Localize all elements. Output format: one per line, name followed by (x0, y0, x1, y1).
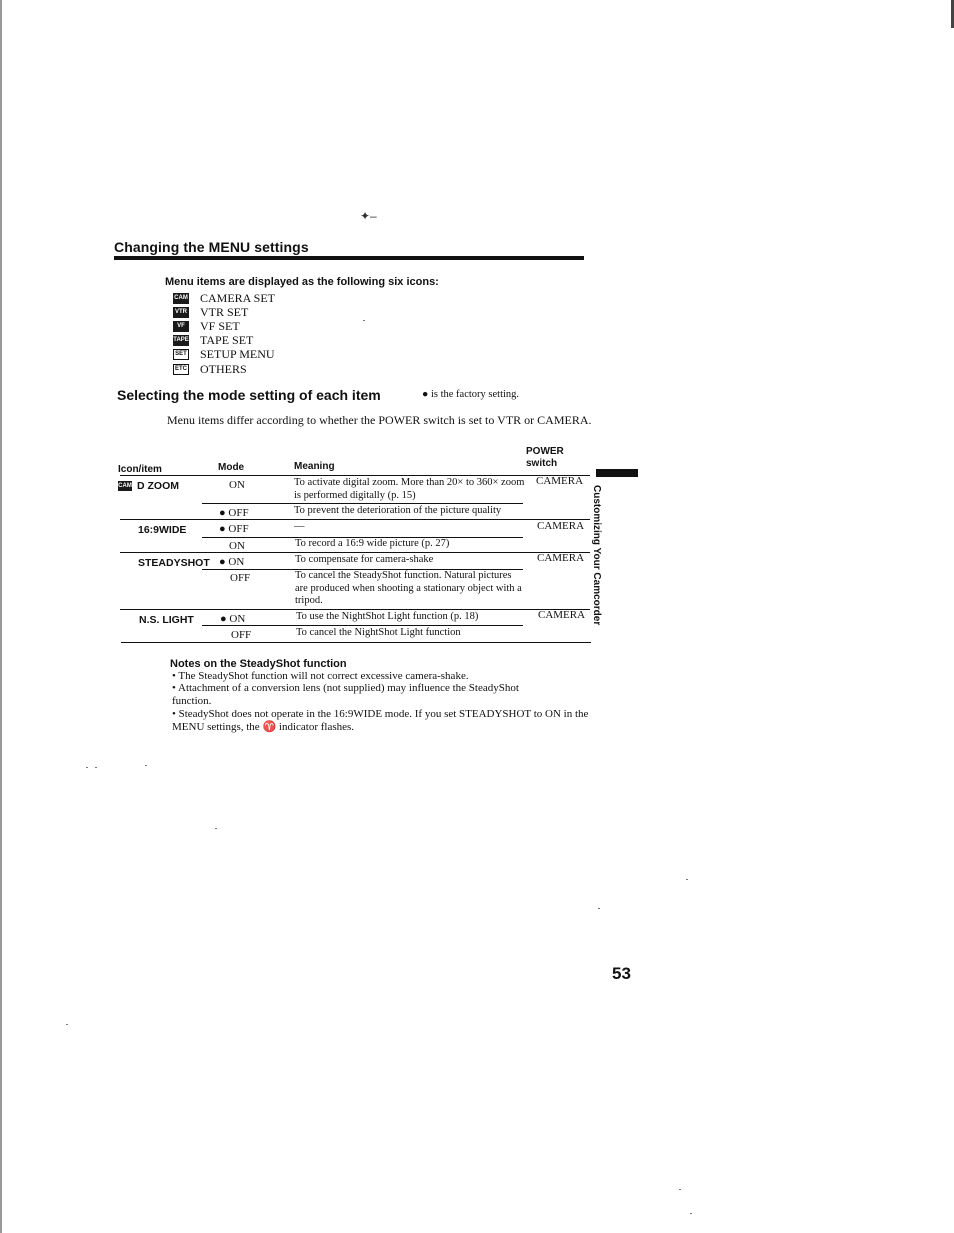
meaning-cell: To record a 16:9 wide picture (p. 27) (295, 538, 450, 549)
icon-list-item (173, 319, 240, 333)
table-bottom-rule (121, 642, 591, 643)
power-cell: CAMERA (537, 520, 585, 532)
meaning-cell: To compensate for camera-shake (295, 554, 434, 565)
note-item: • SteadyShot does not operate in the 16:9WIDE mode. If you set STEADYSHOT to ON in the MENU settings, the ♈ indicator flashes. (172, 708, 589, 733)
meaning-cell: — (294, 521, 305, 532)
meaning-cell: To use the NightShot Light function (p. 18) (296, 611, 479, 622)
others-icon: ETC (173, 364, 189, 375)
row-rule (202, 503, 523, 504)
item-d-zoom: D ZOOM (137, 480, 179, 492)
camera-set-icon: CAM (173, 293, 189, 304)
mode-cell: ● OFF (219, 523, 249, 535)
meaning-cell: To activate digital zoom. More than 20× to 360× zoom is performed digitally (p. 15) (294, 477, 525, 501)
group-rule (120, 552, 590, 553)
meaning-cell: To cancel the SteadyShot function. Natural pictures are produced when shooting a stationary object with a tripod. (295, 570, 522, 606)
icon-list-label: TAPE SET (200, 332, 254, 347)
scan-speck (95, 767, 97, 768)
header-rule (120, 475, 590, 476)
mode-cell: ● ON (220, 613, 246, 625)
scan-speck (215, 828, 217, 829)
icon-list-item (173, 291, 275, 305)
registration-mark: ✦– (360, 209, 377, 223)
subsection-title: Selecting the mode setting of each item (117, 387, 381, 403)
mode-cell: ON (229, 479, 245, 491)
scan-speck (66, 1024, 68, 1025)
scan-speck (686, 879, 688, 880)
meaning-cell: To prevent the deterioration of the picture quality (294, 505, 502, 516)
note-item: • The SteadyShot function will not correct excessive camera-shake. (172, 670, 469, 682)
icon-list-label: OTHERS (200, 361, 247, 376)
scan-speck (363, 320, 365, 321)
header-meaning: Meaning (294, 461, 335, 472)
header-switch: switch (526, 458, 558, 469)
vf-set-icon: VF (173, 321, 189, 332)
icon-list-item (173, 305, 248, 319)
icon-list-label: SETUP MENU (200, 346, 275, 361)
side-tab-marker (596, 469, 638, 477)
page-edge-shadow (0, 0, 2, 1233)
icons-intro: Menu items are displayed as the following six icons: (165, 276, 439, 288)
factory-setting-note: ● is the factory setting. (422, 389, 520, 400)
scan-speck (145, 765, 147, 766)
group-rule (120, 519, 590, 520)
camera-set-icon: CAM (118, 483, 132, 489)
icon-list-item (173, 362, 247, 376)
scan-speck (679, 1189, 681, 1190)
mode-cell: ● ON (219, 556, 245, 568)
row-rule (202, 625, 523, 626)
note-item: • Attachment of a conversion lens (not supplied) may influence the SteadyShot function. (172, 682, 519, 707)
header-power: POWER (526, 446, 564, 457)
icon-list-label: VTR SET (200, 304, 249, 319)
mode-cell: OFF (230, 572, 251, 584)
scan-speck (86, 767, 88, 768)
vtr-set-icon: VTR (173, 307, 189, 318)
icon-list-label: VF SET (200, 318, 240, 333)
item-ns-light: N.S. LIGHT (139, 614, 194, 626)
mode-cell: OFF (231, 629, 252, 641)
group-rule (120, 609, 590, 610)
item-16-9-wide: 16:9WIDE (138, 524, 187, 536)
header-mode: Mode (218, 462, 245, 473)
setup-menu-icon: SET (173, 349, 189, 360)
power-cell: CAMERA (536, 475, 584, 487)
mode-cell: ON (229, 540, 245, 552)
title-rule (114, 256, 584, 260)
page-number: 53 (612, 964, 631, 983)
meaning-cell: To cancel the NightShot Light function (296, 627, 461, 638)
header-icon-item: Icon/item (118, 464, 162, 475)
intro-text: Menu items differ according to whether the POWER switch is set to VTR or CAMERA. (167, 413, 592, 427)
power-cell: CAMERA (538, 609, 586, 621)
mode-cell: ● OFF (219, 507, 249, 519)
scan-speck (598, 908, 600, 909)
icon-list-item (173, 347, 275, 361)
power-cell: CAMERA (537, 552, 585, 564)
item-steadyshot: STEADYSHOT (138, 557, 210, 569)
side-tab-label: Customizing Your Camcorder (591, 485, 602, 626)
notes-title: Notes on the SteadyShot function (170, 658, 347, 670)
section-title: Changing the MENU settings (114, 239, 309, 255)
scan-speck (690, 1213, 692, 1214)
icon-list-label: CAMERA SET (200, 290, 276, 305)
tape-set-icon: TAPE (173, 335, 189, 346)
icon-list-item (173, 333, 253, 347)
